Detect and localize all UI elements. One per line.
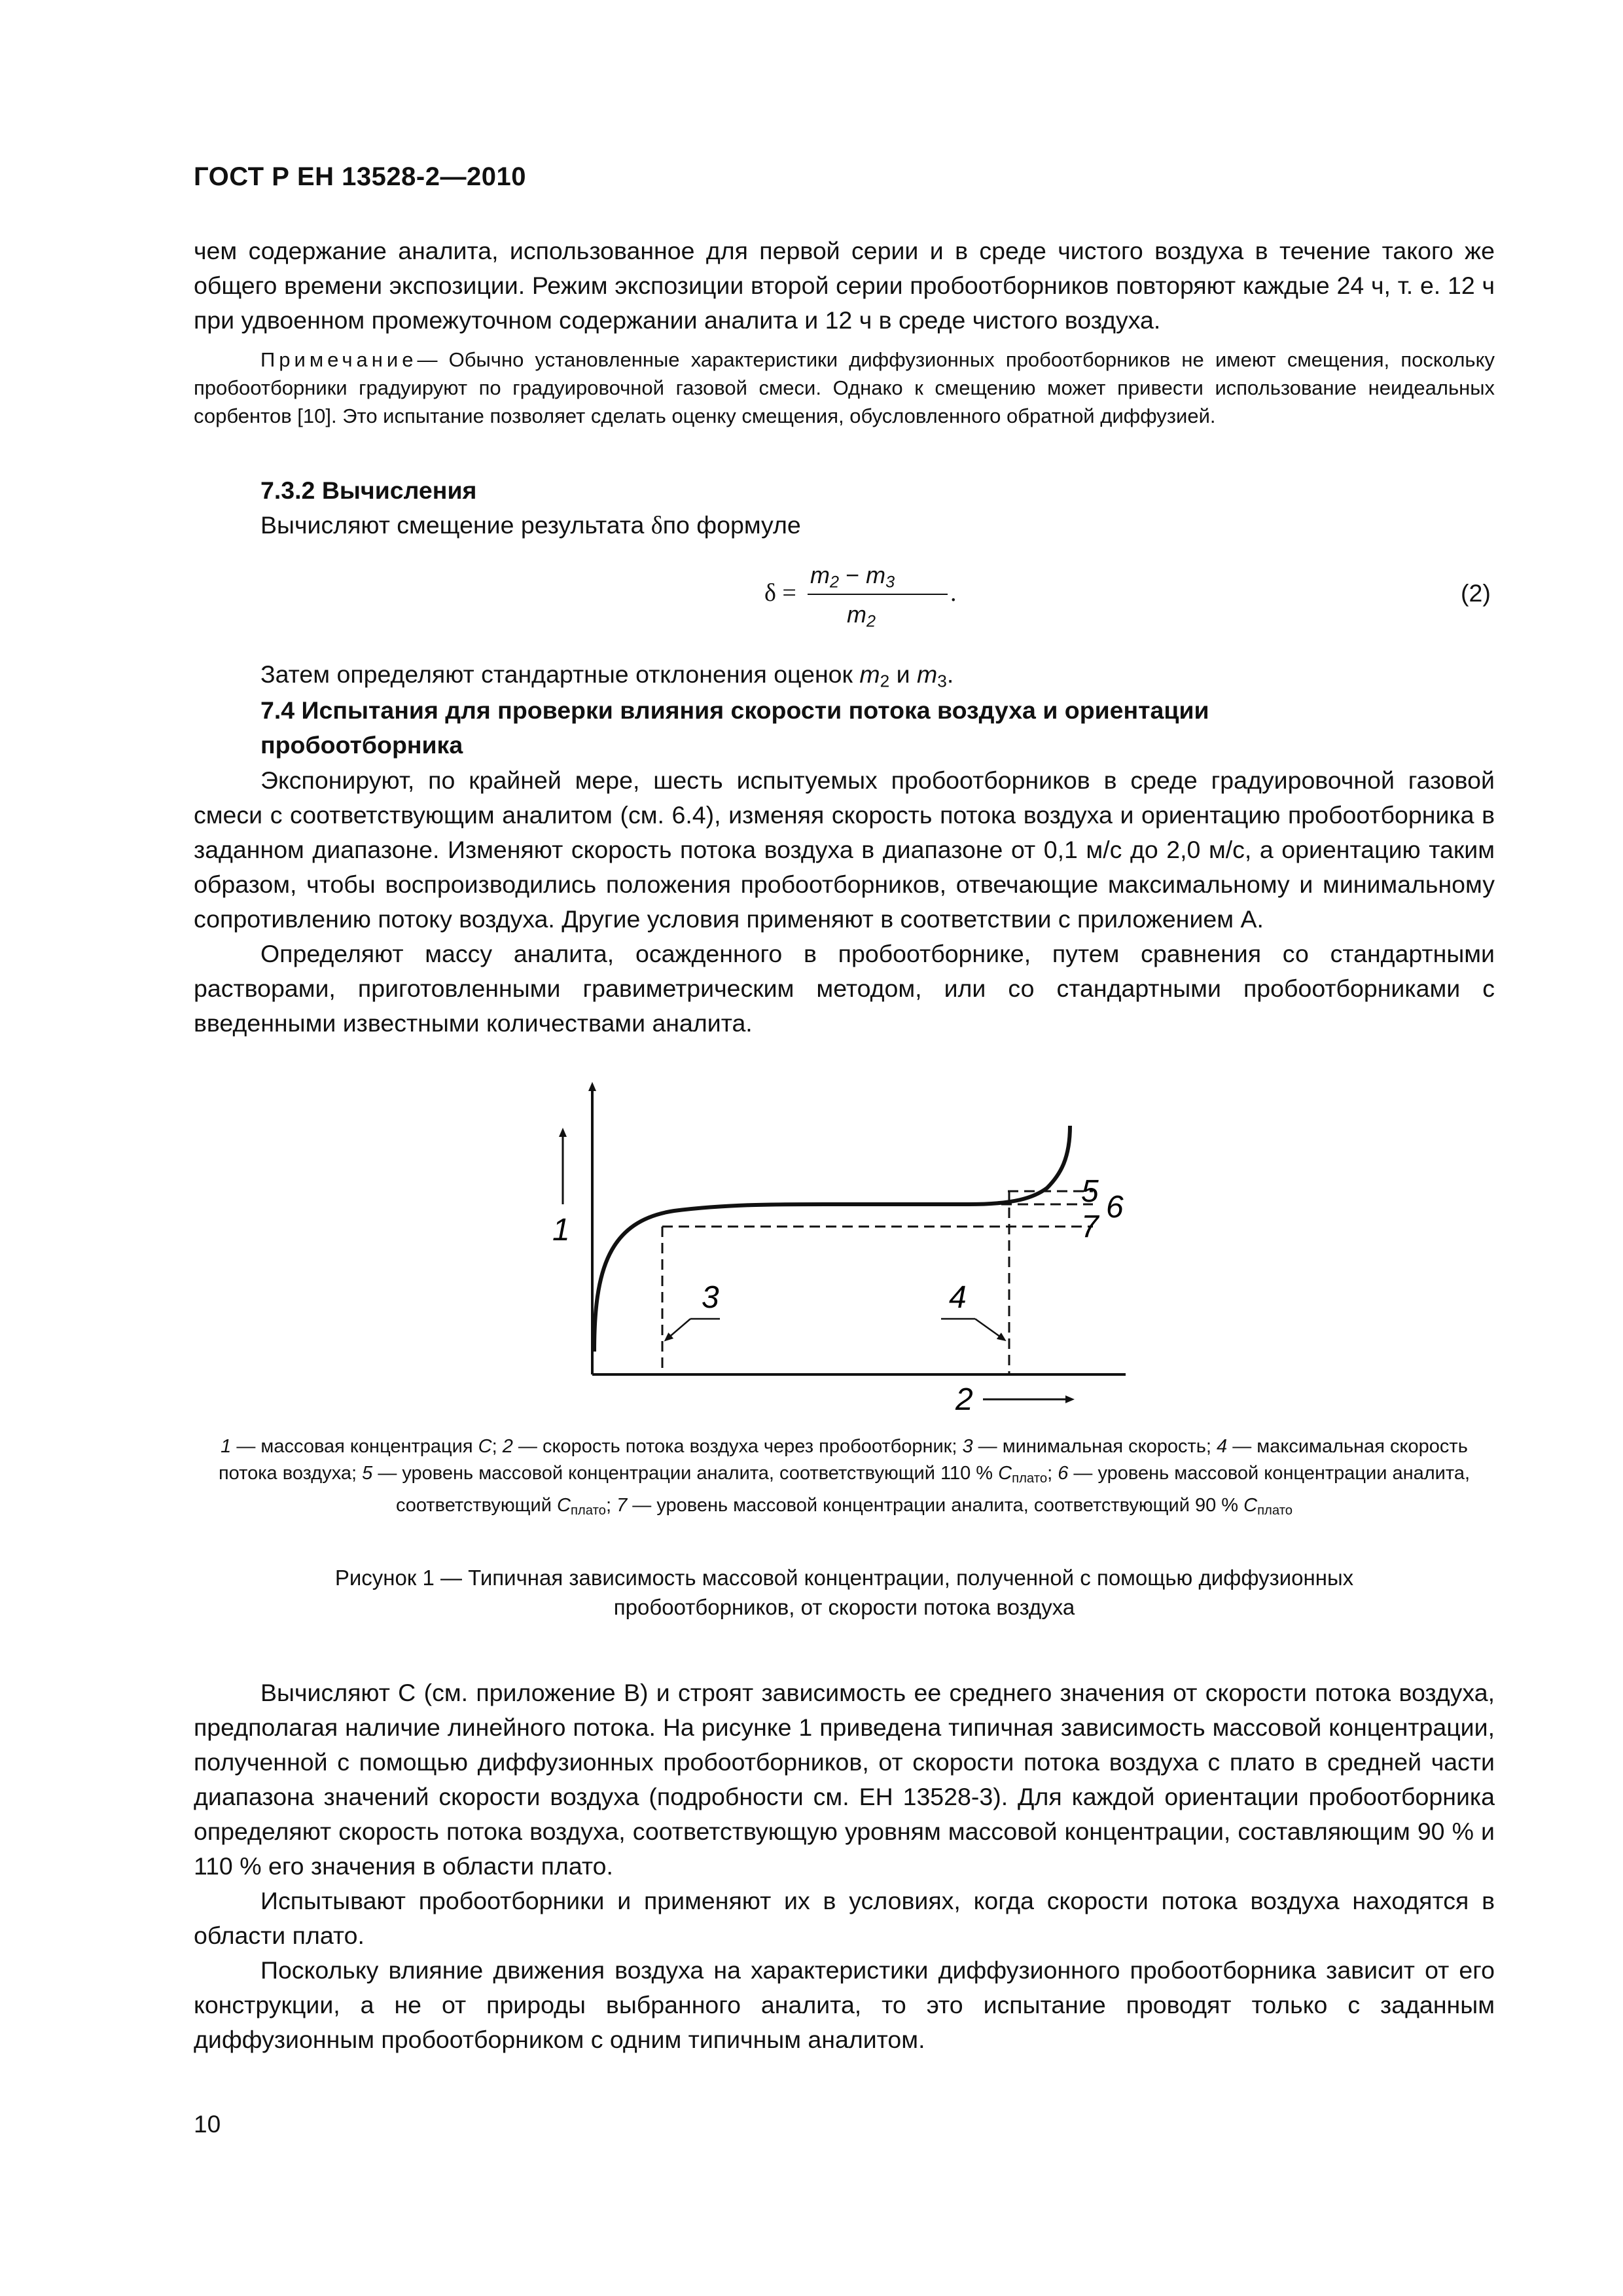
legend-run: ;: [491, 1436, 503, 1457]
formula-trail: .: [950, 579, 957, 607]
figure-label-4: 4: [949, 1280, 967, 1315]
legend-run: 6: [1058, 1463, 1069, 1484]
section-heading-7-4-line1: 7.4 Испытания для проверки влияния скорости потока воздуха и ориентации: [260, 696, 1209, 724]
legend-run: C: [998, 1463, 1012, 1484]
legend-run: — уровень массовой концентрации аналита, соответствующий 90 %: [627, 1495, 1244, 1516]
after-m3-sub: 3: [937, 671, 947, 691]
note-paragraph: [194, 346, 1495, 430]
legend-run: 5: [362, 1463, 373, 1484]
document-header: ГОСТ Р ЕН 13528-2—2010: [194, 162, 526, 191]
legend-run: ;: [1047, 1463, 1058, 1484]
figure-label-1: 1: [552, 1213, 570, 1247]
closing-paragraph3: Поскольку влияние движения воздуха на характеристики диффузионного пробоотборника зависит от его конструкции, а не от природы выбранного аналита, то это испытание проводят только с заданным диффузионным пробоотборником с одним типичным аналитом.: [194, 1956, 1495, 2053]
section-heading-7-4-line2: пробоотборника: [260, 731, 463, 759]
legend-run: 2: [502, 1436, 513, 1457]
figure-label-3: 3: [702, 1280, 719, 1315]
legend-run: — минимальная скорость;: [972, 1436, 1217, 1457]
formula-number: (2): [1461, 579, 1491, 607]
label-3-arrow: [668, 1319, 690, 1338]
figure-label-2: 2: [955, 1382, 973, 1417]
figure-1-diagram: [510, 1073, 1165, 1427]
legend-run: плато: [570, 1503, 606, 1518]
den-m2: m: [847, 601, 866, 628]
figure-title-line2: пробоотборников, от скорости потока воздуха: [613, 1595, 1075, 1619]
formula-numerator: [810, 562, 895, 592]
after-m2-sub: 2: [880, 671, 890, 691]
legend-run: плато: [1012, 1471, 1048, 1486]
concentration-curve: [594, 1126, 1070, 1352]
legend-run: — массовая концентрация: [231, 1436, 478, 1457]
legend-run: C: [478, 1436, 492, 1457]
section-7-4-body: [194, 763, 1495, 1041]
section-7-3-2: [260, 473, 1495, 543]
figure-label-5: 5: [1081, 1174, 1099, 1209]
after-m2: m: [859, 660, 880, 688]
note-block: [194, 346, 1495, 430]
legend-run: 7: [616, 1495, 628, 1516]
figure-label-7: 7: [1081, 1210, 1099, 1244]
formula-denominator: [847, 601, 876, 631]
legend-run: — уровень массовой концентрации аналита, соответствующий 110 %: [372, 1463, 999, 1484]
after-and: и: [889, 660, 918, 688]
legend-run: ;: [605, 1495, 617, 1516]
intro-block: [194, 234, 1495, 338]
after-m3: m: [917, 660, 938, 688]
section-7-4-heading: [260, 693, 1495, 762]
section-7-4-paragraph1: Экспонируют, по крайней мере, шесть испытуемых пробоотборников в среде градуировочной газовой смеси с соответствующим аналитом (см. 6.4), изменяя скорость потока воздуха и ориентацию пробоотборника в заданном диапазоне. Изменяют скорость потока воздуха в диапазоне от 0,1 м/с до 2,0 м/с, а ориентацию таким образом, чтобы воспроизводились положения пробоотборников, отвечающие максимальному и минимальному сопротивлению потоку воздуха. Другие условия применяют в соответствии с приложением А.: [194, 766, 1495, 933]
note-text: — Обычно установленные характеристики диффузионных пробоотборников не имеют смещения, поскольку пробоотборники градуируют по градуировочной газовой смеси. Однако к смещению может привести использование неидеальных сорбентов [10]. Это испытание позволяет сделать оценку смещения, обусловленного обратной диффузией.: [194, 348, 1495, 427]
figure-caption-block: [194, 1433, 1495, 1524]
intro-paragraph: чем содержание аналита, использованное для первой серии и в среде чистого воздуха в течение такого же общего времени экспозиции. Режим экспозиции второй серии пробоотборников повторяют каждые 24 ч, т. е. 12 ч при удвоенном промежуточном содержании аналита и 12 ч в среде чистого воздуха.: [194, 237, 1495, 334]
legend-run: C: [556, 1495, 571, 1516]
num-m2: m: [810, 562, 830, 588]
closing-paragraph1: Вычисляют C (см. приложение В) и строят зависимость ее среднего значения от скорости потока воздуха, предполагая наличие линейного потока. На рисунке 1 приведена типичная зависимость массовой концентрации, полученной с помощью диффузионных пробоотборников, от скорости потока воздуха с плато в средней части диапазона значений скорости воздуха (подробности см. ЕН 13528-3). Для каждой ориентации пробоотборника определяют скорость потока воздуха, соответствующую уровням массовой концентрации, составляющим 90 % и 110 % его значения в области плато.: [194, 1679, 1495, 1880]
closing-paragraph2: Испытывают пробоотборники и применяют их в условиях, когда скорости потока воздуха находятся в области плато.: [194, 1887, 1495, 1949]
num-m2-sub: 2: [830, 573, 840, 592]
figure-title-block: [194, 1563, 1495, 1622]
formula-lhs: δ =: [764, 579, 796, 607]
delta-symbol: δ: [651, 512, 663, 539]
figure-legend: [194, 1433, 1495, 1524]
calc-intro: [260, 508, 1495, 543]
formula-2: [759, 563, 995, 641]
den-m2-sub: 2: [866, 612, 876, 631]
section-heading-7-3-2: 7.3.2 Вычисления: [260, 476, 477, 504]
section-7-4-paragraph2: Определяют массу аналита, осажденного в пробоотборнике, путем сравнения со стандартными растворами, приготовленными гравиметрическим методом, или со стандартными пробоотборниками с введенными известными количествами аналита.: [194, 940, 1495, 1037]
after-end: .: [946, 660, 954, 688]
after-formula-lead: Затем определяют стандартные отклонения оценок: [260, 660, 860, 688]
legend-run: 3: [962, 1436, 973, 1457]
page-number: 10: [194, 2111, 221, 2138]
legend-run: 1: [221, 1436, 232, 1457]
figure-label-6: 6: [1106, 1190, 1124, 1225]
legend-run: — максимальная скорость потока воздуха;: [218, 1436, 1468, 1484]
legend-run: — уровень массовой концентрации аналита, соответствующий: [395, 1463, 1471, 1516]
legend-run: 4: [1217, 1436, 1228, 1457]
label-4-arrow: [975, 1319, 1003, 1338]
legend-run: C: [1243, 1495, 1258, 1516]
num-m3-sub: 3: [885, 573, 895, 592]
fraction-bar: [808, 594, 948, 595]
note-label: Примечание: [260, 348, 418, 371]
calc-intro-text-end: по формуле: [662, 511, 801, 539]
num-m3: m: [866, 562, 886, 588]
legend-run: — скорость потока воздуха через пробоотборник;: [512, 1436, 963, 1457]
num-minus: −: [846, 562, 860, 588]
legend-run: плато: [1257, 1503, 1293, 1518]
calc-intro-text: Вычисляют смещение результата: [260, 511, 645, 539]
closing-block: [194, 1676, 1495, 2057]
figure-title-line1: Рисунок 1 — Типичная зависимость массовой концентрации, полученной с помощью диффузионных: [334, 1566, 1354, 1590]
